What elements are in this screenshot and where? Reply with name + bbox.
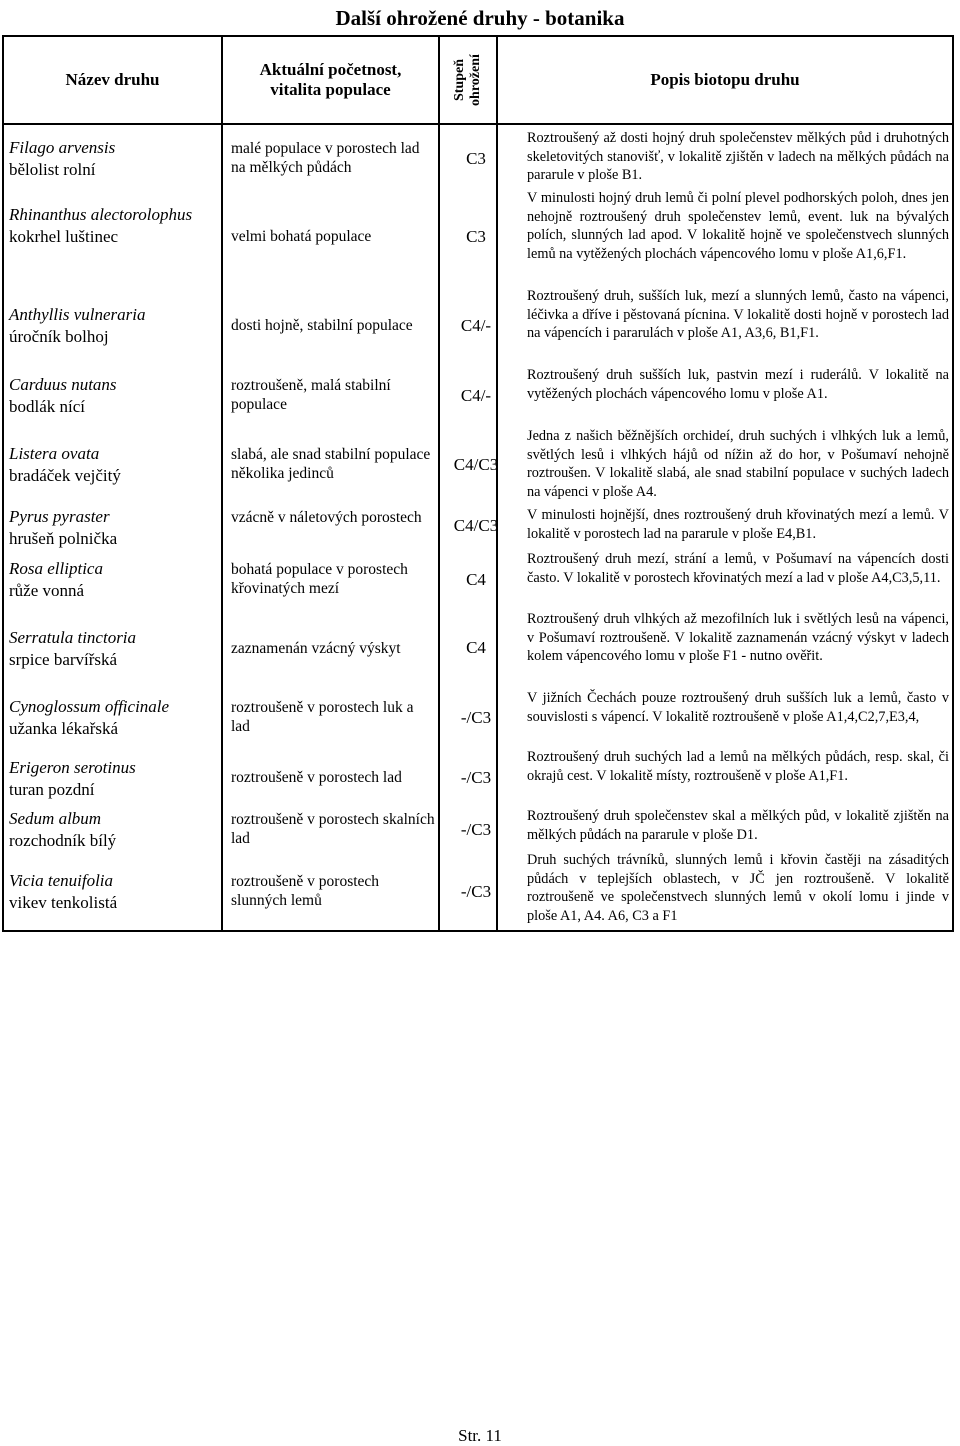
species-name xyxy=(9,757,219,801)
latin-name: Serratula tinctoria xyxy=(9,628,137,647)
species-name xyxy=(9,808,219,852)
czech-name: užanka lékařská xyxy=(9,719,119,738)
latin-name: Sedum album xyxy=(9,809,102,828)
threat-grade: C4/- xyxy=(460,316,492,335)
column-divider xyxy=(438,35,440,932)
biotope-text: Roztroušený druh mezí, strání a lemů, v Pošumaví na vápencích dosti často. V lokalitě v porostech křovinatých mezí a lad v ploše A4,C3,5,11. xyxy=(527,551,949,586)
latin-name: Cynoglossum officinale xyxy=(9,697,170,716)
column-divider xyxy=(496,35,498,932)
czech-name: turan pozdní xyxy=(9,780,95,799)
biotope-text: Jedna z našich běžnějších orchideí, druh suchých i vlhkých luk a lemů, světlých lesů i vlhkých hájů od nížin až do hor, v Pošumaví nehojně roztroušen. V lokalitě slabá, ale snad stabilní populace v suchých ladech na vápenci v ploše A4. xyxy=(527,428,949,500)
population-text: malé populace v porostech lad na mělkých půdách xyxy=(231,140,420,176)
threat-grade: C4 xyxy=(466,638,486,657)
population-text: roztroušeně v porostech lad xyxy=(231,769,402,786)
czech-name: úročník bolhoj xyxy=(9,327,109,346)
czech-name: bradáček vejčitý xyxy=(9,466,121,485)
species-name xyxy=(9,870,219,914)
latin-name: Vicia tenuifolia xyxy=(9,871,114,890)
species-name xyxy=(9,443,219,487)
column-divider xyxy=(221,35,223,932)
population-text: vzácně v náletových porostech xyxy=(231,509,422,526)
threat-grade: C4 xyxy=(466,570,486,589)
biotope-text: Roztroušený druh suchých lad a lemů na mělkých půdách, resp. skal, či okrajů cest. V lokalitě místy, roztroušeně v ploše A1,F1. xyxy=(527,749,949,784)
threat-grade: C4/- xyxy=(460,386,492,405)
header-divider xyxy=(2,123,954,125)
latin-name: Rhinanthus alectorolophus xyxy=(9,205,193,224)
latin-name: Carduus nutans xyxy=(9,375,117,394)
population-text: roztroušeně, malá stabilní populace xyxy=(231,377,391,413)
population-text: slabá, ale snad stabilní populace několika jedinců xyxy=(231,446,431,482)
header-population: Aktuální početnost, vitalita populace xyxy=(259,60,402,99)
population-text: velmi bohatá populace xyxy=(231,228,372,245)
biotope-text: V minulosti hojnější, dnes roztroušený druh křovinatých mezí a lemů. V lokalitě v porostech lad na pararule v ploše E4,B1. xyxy=(527,507,949,542)
threat-grade: C3 xyxy=(466,149,486,168)
czech-name: kokrhel luštinec xyxy=(9,227,119,246)
population-text: roztroušeně v porostech slunných lemů xyxy=(231,873,380,909)
header-biotope: Popis biotopu druhu xyxy=(650,70,800,89)
threat-grade: C4/C3 xyxy=(453,516,499,535)
page-number: Str. 11 xyxy=(458,1426,502,1445)
page-title: Další ohrožené druhy - botanika xyxy=(335,6,625,30)
threat-grade: C4/C3 xyxy=(453,455,499,474)
biotope-text: V jižních Čechách pouze roztroušený druh sušších luk a lemů, často v souvislosti s vápencí. V lokalitě roztroušeně v ploše A1,4,C2,7,E3,4, xyxy=(527,690,949,725)
species-name xyxy=(9,137,219,181)
threat-grade: -/C3 xyxy=(460,882,492,901)
species-name xyxy=(9,627,219,671)
species-name xyxy=(9,204,209,248)
species-name xyxy=(9,304,219,348)
header-species-name: Název druhu xyxy=(65,70,160,89)
czech-name: vikev tenkolistá xyxy=(9,893,118,912)
latin-name: Anthyllis vulneraria xyxy=(9,305,146,324)
czech-name: rozchodník bílý xyxy=(9,831,117,850)
latin-name: Rosa elliptica xyxy=(9,559,103,578)
species-name xyxy=(9,558,219,602)
biotope-text: Druh suchých trávníků, slunných lemů i křovin častěji na zásaditých půdách v teplejších oblastech, v JČ jen roztroušeně. V lokalitě roztroušeně ve společenstvech slunných lemů v okolí lomu i jinde v ploše A1, A4. A6, C3 a F1 xyxy=(527,852,949,924)
czech-name: bělolist rolní xyxy=(9,160,96,179)
population-text: roztroušeně v porostech skalních lad xyxy=(231,811,435,847)
species-name xyxy=(9,696,219,740)
biotope-text: Roztroušený až dosti hojný druh společenstev mělkých půd i druhotných skeletovitých stanovišť, v lokalitě zjištěn v ladech na mělkých půdách na pararule v ploše B1. xyxy=(527,130,949,183)
latin-name: Erigeron serotinus xyxy=(9,758,136,777)
biotope-text: Roztroušený druh vlhkých až mezofilních luk i světlých lesů na vápenci, v Pošumaví roztroušeně. V lokalitě zaznamenán vzácný výskyt v ladech kolem vápencového lomu v ploše F1 - nutno ověřit. xyxy=(527,611,949,664)
czech-name: bodlák nící xyxy=(9,397,86,416)
czech-name: srpice barvířská xyxy=(9,650,118,669)
biotope-text: Roztroušený druh sušších luk, pastvin mezí i ruderálů. V lokalitě na vytěžených plochách vápencového lomu v ploše A1. xyxy=(527,367,949,402)
latin-name: Pyrus pyraster xyxy=(9,507,110,526)
population-text: bohatá populace v porostech křovinatých mezí xyxy=(231,561,408,597)
biotope-text: Roztroušený druh, sušších luk, mezí a slunných lemů, často na vápenci, léčivka a dříve i pěstovaná pícnina. V lokalitě dosti hojně v porostech lad na vápencích i pararulách v ploše A1, A3,6, B1,F1. xyxy=(527,288,949,341)
species-name xyxy=(9,506,219,550)
czech-name: růže vonná xyxy=(9,581,85,600)
header-threat-grade-text: Stupeň ohrožení xyxy=(452,54,483,106)
population-text: roztroušeně v porostech luk a lad xyxy=(231,699,414,735)
czech-name: hrušeň polnička xyxy=(9,529,118,548)
threat-grade: -/C3 xyxy=(460,708,492,727)
population-text: dosti hojně, stabilní populace xyxy=(231,317,413,334)
biotope-text: Roztroušený druh společenstev skal a mělkých půd, v lokalitě zjištěn na mělkých půdách na pararule v ploše D1. xyxy=(527,808,949,843)
population-text: zaznamenán vzácný výskyt xyxy=(231,640,401,657)
threat-grade: -/C3 xyxy=(460,820,492,839)
species-name xyxy=(9,374,219,418)
threat-grade: -/C3 xyxy=(460,768,492,787)
threat-grade: C3 xyxy=(466,227,486,246)
biotope-text: V minulosti hojný druh lemů či polní plevel podhorských poloh, dnes jen nehojně roztroušený druh společenstev lemů, event. luk na bývalých polích, slunných lad apod. V lokalitě hojně ve společenstvech slunných lemů na vytěžených plochách vápencového lomu v ploše A1,6,F1. xyxy=(527,190,949,262)
header-threat-grade xyxy=(440,37,496,123)
latin-name: Filago arvensis xyxy=(9,138,116,157)
latin-name: Listera ovata xyxy=(9,444,100,463)
